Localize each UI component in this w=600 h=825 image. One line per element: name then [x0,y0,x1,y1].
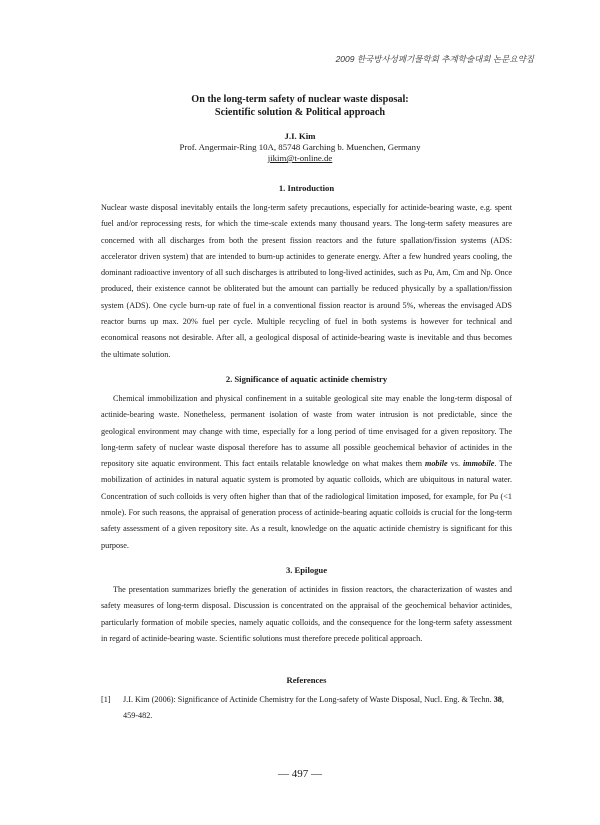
reference-text [123,692,512,724]
section-title: 3. Epilogue [285,565,328,575]
author-block [0,131,600,164]
section-paragraph: The presentation summarizes briefly the generation of actinides in fission reactors, the characterization of wastes and safety measures of long-term disposal. Discussion is concentrated on the appraisal of the geochemical behavior actinides, particularly formation of mobile species, namely aquatic colloids, and the consequence for the long-term safety assessment in regard of actinide-bearing waste. Scientific solutions must therefore precede political approach. [101,585,512,643]
author-email-link[interactable]: jikim@t-online.de [267,153,333,163]
reference-list [101,692,512,724]
page-number: — 497 — [278,768,322,780]
reference-item [101,692,512,724]
proceedings-header: 2009 한국방사성폐기물학회 추계학술대회 논문요약집 [335,54,534,64]
author-affiliation: Prof. Angermair-Ring 10A, 85748 Garching b. Muenchen, Germany [179,142,421,152]
reference-pages: , 459-482. [123,695,504,720]
section-significance [101,374,512,554]
author-name: J.I. Kim [284,131,316,141]
section-title: 2. Significance of aquatic actinide chemistry [225,374,388,384]
section-paragraph: Nuclear waste disposal inevitably entails the long-term safety precautions, especially for actinide-bearing waste, e.g. spent fuel and/or reprocessing rests, for which the time-scale extends many thousand years. The long-term safety measures are concerned with all discharges from both the present fission reactors and the future spallation/fission systems (ADS: accelerator driven system) that are intended to burn-up actinides to generate energy. After a few hundred years cooling, the dominant radioactive inventory of all such discharges is attributed to long-lived actinides, such as Pu, Am, Cm and Np. Once produced, their existence cannot be obliterated but the amount can partially be reduced physically by a spallation/fission system (ADS). One cycle burn-up rate of fuel in a conventional fission reactor is around 5%, whereas the envisaged ADS reactor burns up max. 20% fuel per cycle. Multiple recycling of fuel in both systems is however for technical and economical reasons not desirable. After all, a geological disposal of actinide-bearing waste is inevitable and thus becomes the ultimate solution. [101,203,512,359]
section-references [101,675,512,724]
section-introduction [101,183,512,363]
paragraph-text: . The mobilization of actinides in natural aquatic system is promoted by aquatic colloids, which are ubiquitous in natural water. Concentration of such colloids is very often higher than that of the radiological limitation imposed, for example, for Pu (<1 nmole). For such reasons, the appraisal of generation process of actinide-bearing aquatic colloids is crucial for the long-term safety assessment of a given repository site. As a result, knowledge on the aquatic actinide chemistry is significant for this purpose. [101,459,512,550]
paragraph-text: vs. [447,459,463,469]
emphasis-immobile: immobile [463,459,495,469]
title-line-1: On the long-term safety of nuclear waste disposal: [191,94,409,105]
title-line-2: Scientific solution & Political approach [214,107,386,118]
paragraph-text: Chemical immobilization and physical confinement in a suitable geological site may enable the long-term disposal of actinide-bearing waste. Nonetheless, permanent isolation of waste from water intrusion is not predictable, since the geological environment may change with time, especially for a long period of time envisaged for a given repository. The long-term safety of nuclear waste disposal therefore has to assume all possible geochemical behavior of actinides in the repository site aquatic environment. This fact entails relatable knowledge on what makes them [101,394,512,469]
reference-volume: 38 [493,695,502,704]
reference-number: [1] [101,695,111,704]
section-title: References [286,675,327,685]
emphasis-mobile: mobile [424,459,448,469]
section-paragraph [101,391,512,554]
paper-title [0,93,600,119]
reference-citation: J.I. Kim (2006): Significance of Actinide Chemistry for the Long-safety of Waste Disposal, Nucl. Eng. & Techn. [123,695,494,704]
section-epilogue [101,565,512,647]
section-title: 1. Introduction [278,183,335,193]
